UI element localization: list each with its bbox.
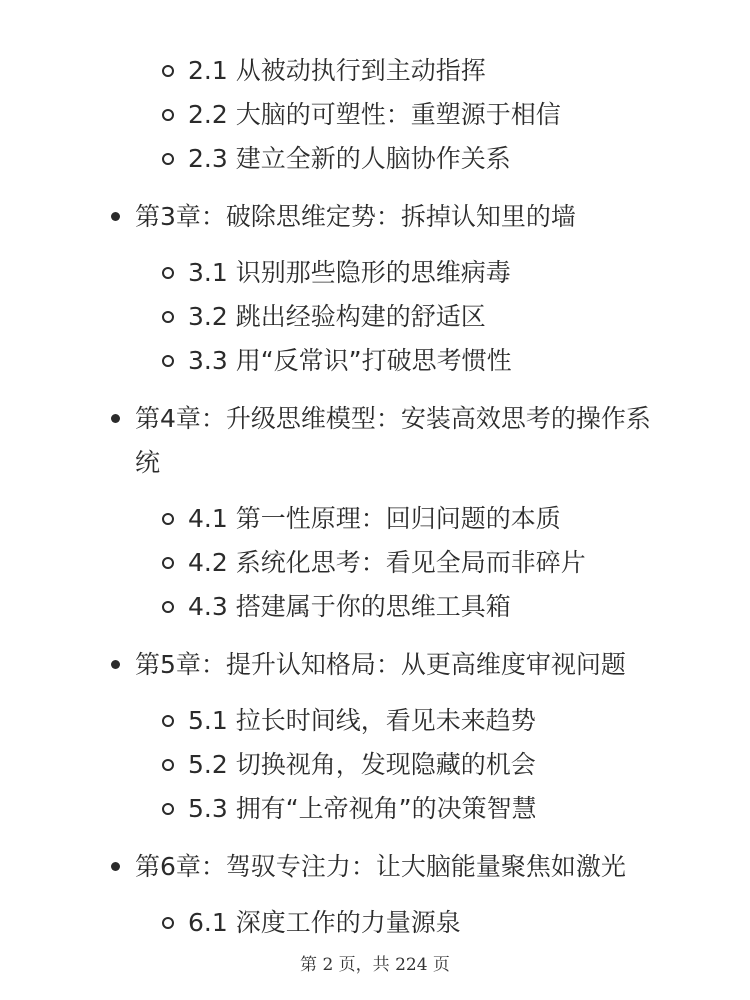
section-title: 4.2 系统化思考：看见全局而非碎片 — [188, 548, 586, 577]
filled-bullet-icon — [111, 660, 120, 669]
section-title: 4.3 搭建属于你的思维工具箱 — [188, 592, 511, 621]
section-item — [0, 699, 750, 743]
chapter-item-4 — [0, 397, 750, 643]
filled-bullet-icon — [111, 212, 120, 221]
section-list — [0, 699, 750, 831]
hollow-bullet-icon — [162, 803, 174, 815]
chapter-item-5 — [0, 643, 750, 845]
chapter-heading — [0, 195, 750, 239]
filled-bullet-icon — [111, 862, 120, 871]
section-item — [0, 901, 750, 945]
chapter-title: 第4章：升级思维模型：安装高效思考的操作系统 — [135, 404, 651, 477]
chapter-title: 第5章：提升认知格局：从更高维度审视问题 — [135, 650, 626, 679]
section-item — [0, 787, 750, 831]
section-item — [0, 295, 750, 339]
section-list — [0, 901, 750, 945]
chapter-list — [0, 195, 750, 945]
section-list — [0, 251, 750, 383]
section-title: 2.2 大脑的可塑性：重塑源于相信 — [188, 100, 561, 129]
hollow-bullet-icon — [162, 65, 174, 77]
hollow-bullet-icon — [162, 601, 174, 613]
chapter-heading — [0, 643, 750, 687]
section-list — [0, 497, 750, 629]
section-item — [0, 251, 750, 295]
chapter-item-3 — [0, 195, 750, 397]
chapter-heading — [0, 845, 750, 889]
hollow-bullet-icon — [162, 715, 174, 727]
section-title: 3.3 用“反常识”打破思考惯性 — [188, 346, 512, 375]
filled-bullet-icon — [111, 414, 120, 423]
chapter-item-6 — [0, 845, 750, 945]
hollow-bullet-icon — [162, 513, 174, 525]
section-item — [0, 339, 750, 383]
hollow-bullet-icon — [162, 267, 174, 279]
section-item — [0, 585, 750, 629]
section-title: 5.2 切换视角，发现隐藏的机会 — [188, 750, 536, 779]
section-item — [0, 541, 750, 585]
section-item — [0, 49, 750, 93]
section-item — [0, 743, 750, 787]
chapter-title: 第6章：驾驭专注力：让大脑能量聚焦如激光 — [135, 852, 626, 881]
hollow-bullet-icon — [162, 355, 174, 367]
section-title: 5.3 拥有“上帝视角”的决策智慧 — [188, 794, 537, 823]
section-item — [0, 93, 750, 137]
section-title: 6.1 深度工作的力量源泉 — [188, 908, 461, 937]
section-title: 3.2 跳出经验构建的舒适区 — [188, 302, 486, 331]
hollow-bullet-icon — [162, 311, 174, 323]
section-title: 2.1 从被动执行到主动指挥 — [188, 56, 486, 85]
section-title: 5.1 拉长时间线，看见未来趋势 — [188, 706, 536, 735]
section-title: 2.3 建立全新的人脑协作关系 — [188, 144, 511, 173]
hollow-bullet-icon — [162, 109, 174, 121]
section-item — [0, 497, 750, 541]
hollow-bullet-icon — [162, 759, 174, 771]
chapter-2-section-list — [0, 49, 750, 181]
outline-content — [0, 49, 750, 945]
page-number-footer: 第 2 页，共 224 页 — [300, 955, 450, 975]
hollow-bullet-icon — [162, 153, 174, 165]
chapter-title: 第3章：破除思维定势：拆掉认知里的墙 — [135, 202, 576, 231]
section-title: 4.1 第一性原理：回归问题的本质 — [188, 504, 561, 533]
hollow-bullet-icon — [162, 917, 174, 929]
section-item — [0, 137, 750, 181]
section-title: 3.1 识别那些隐形的思维病毒 — [188, 258, 511, 287]
chapter-heading — [0, 397, 750, 485]
hollow-bullet-icon — [162, 557, 174, 569]
